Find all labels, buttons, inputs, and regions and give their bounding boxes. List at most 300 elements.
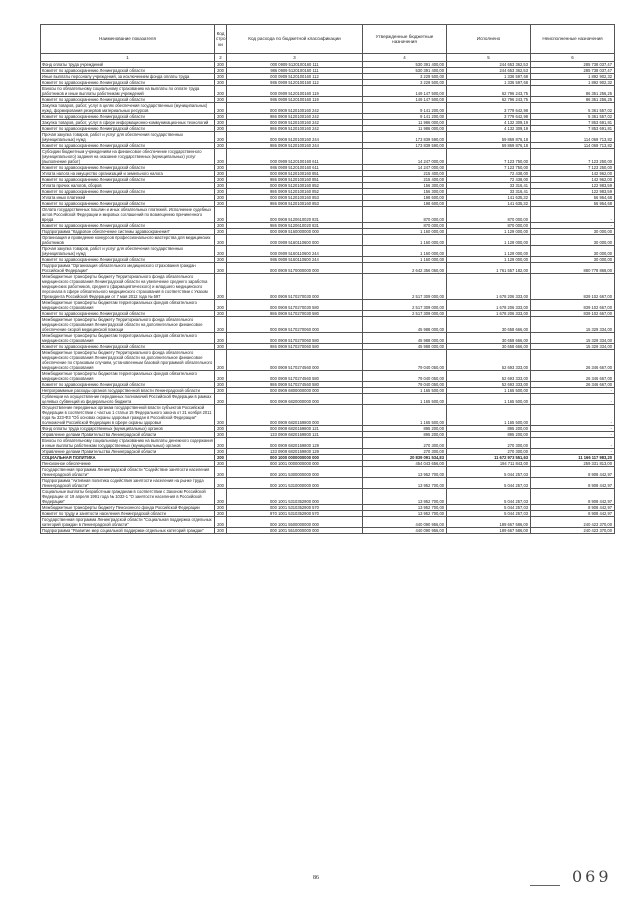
row-classification: 970 1001 5310352900 570 — [227, 511, 363, 517]
row-classification: 986 0909 5120100160 242 — [227, 126, 363, 132]
row-name: Межбюджетные трансферты бюджетам территориальных фондов обязательного медицинского страхования — [41, 333, 215, 344]
row-executed: 244 653 362,53 — [447, 68, 531, 74]
table-row — [41, 235, 615, 246]
row-unexecuted: 880 778 868,00 — [531, 263, 615, 274]
row-code: 200 — [215, 333, 227, 344]
row-unexecuted: 7 853 691,81 — [531, 120, 615, 126]
row-code: 200 — [215, 344, 227, 350]
row-classification: 986 0909 5170270060 580 — [227, 344, 363, 350]
row-approved: 45 988 000,00 — [363, 317, 447, 333]
row-code: 200 — [215, 511, 227, 517]
row-name: Комитет по труду и занятости населения Ленинградской области — [41, 511, 215, 517]
row-classification: 000 0909 5120100160 851 — [227, 171, 363, 177]
row-classification: 000 1001 5300000000 000 — [227, 467, 363, 478]
row-approved: 9 141 200,00 — [363, 114, 447, 120]
row-code: 200 — [215, 432, 227, 438]
table-row — [41, 371, 615, 382]
row-code: 200 — [215, 405, 227, 426]
row-unexecuted: - — [531, 388, 615, 394]
row-approved: 270 300,00 — [363, 449, 447, 455]
row-code: 200 — [215, 103, 227, 114]
table-row — [41, 489, 615, 505]
row-name: Комитет по здравоохранению Ленинградской области — [41, 223, 215, 229]
row-classification: 000 0909 5120100160 119 — [227, 86, 363, 97]
table-row — [41, 350, 615, 371]
row-executed: 194 711 843,00 — [447, 461, 531, 467]
row-approved: 1 165 500,00 — [363, 394, 447, 405]
row-executed: 5 044 257,03 — [447, 505, 531, 511]
row-code: 200 — [215, 438, 227, 449]
row-approved: 530 391 400,00 — [363, 68, 447, 74]
row-unexecuted: - — [531, 449, 615, 455]
row-approved: 11 986 000,00 — [363, 126, 447, 132]
row-classification: 000 0909 5120100160 112 — [227, 74, 363, 80]
row-name: Подпрограмма "Кадровое обеспечение системы здравоохранения" — [41, 229, 215, 235]
row-unexecuted: 285 738 037,47 — [531, 68, 615, 74]
row-classification: 000 0909 6820000000 000 — [227, 394, 363, 405]
row-executed: 62 796 243,75 — [447, 97, 531, 103]
row-classification: 986 0909 5120610020 831 — [227, 223, 363, 229]
row-name: Межбюджетные трансферты бюджету Пенсионного фонда Российской Федерации — [41, 505, 215, 511]
row-name: Государственная программа Ленинградской области "Социальная поддержка отдельных категорий граждан в Ленинградской области" — [41, 517, 215, 528]
row-unexecuted: 26 346 667,00 — [531, 371, 615, 382]
column-number-row — [41, 54, 615, 62]
row-name: Фонд оплаты труда государственных (муниципальных) органов — [41, 426, 215, 432]
row-name: Управление делами Правительства Ленинградской области — [41, 449, 215, 455]
column-number: 3 — [227, 54, 363, 62]
row-approved: 2 517 309 000,00 — [363, 274, 447, 300]
row-code: 200 — [215, 263, 227, 274]
row-approved: 895 200,00 — [363, 432, 447, 438]
row-approved: 870 000,00 — [363, 223, 447, 229]
row-unexecuted: 122 983,59 — [531, 189, 615, 195]
row-unexecuted: 56 964,68 — [531, 201, 615, 207]
row-code: 200 — [215, 177, 227, 183]
row-classification: 000 1001 5510000000 000 — [227, 528, 363, 534]
row-executed: 5 044 257,03 — [447, 511, 531, 517]
row-executed: 5 044 257,03 — [447, 467, 531, 478]
row-classification: 000 0909 5120100160 852 — [227, 183, 363, 189]
row-approved: 45 988 000,00 — [363, 344, 447, 350]
row-executed: 141 635,32 — [447, 195, 531, 201]
row-executed: 1 761 557 182,00 — [447, 263, 531, 274]
table-row — [41, 333, 615, 344]
row-approved: 1 160 000,00 — [363, 229, 447, 235]
row-executed: 59 869 876,18 — [447, 132, 531, 143]
row-executed: 52 693 333,00 — [447, 350, 531, 371]
row-classification: 000 0909 6820159800 121 — [227, 426, 363, 432]
row-code: 200 — [215, 80, 227, 86]
row-executed: 3 779 642,98 — [447, 114, 531, 120]
row-unexecuted: 7 123 250,00 — [531, 165, 615, 171]
row-executed: 1 129 000,00 — [447, 235, 531, 246]
row-name: Уплата иных платежей — [41, 195, 215, 201]
row-classification: 986 0909 5120100160 851 — [227, 177, 363, 183]
row-executed: 72 438,00 — [447, 177, 531, 183]
row-approved: 79 040 050,00 — [363, 350, 447, 371]
row-executed: 7 123 750,00 — [447, 149, 531, 165]
table-header-row — [41, 25, 615, 54]
row-approved: 215 400,00 — [363, 171, 447, 177]
row-executed: 5 044 257,03 — [447, 478, 531, 489]
table-row — [41, 149, 615, 165]
row-unexecuted: - — [531, 223, 615, 229]
row-classification: 000 0909 5120100160 242 — [227, 120, 363, 126]
row-approved: 149 147 500,00 — [363, 86, 447, 97]
row-unexecuted: 285 738 037,47 — [531, 62, 615, 68]
row-executed: 1 336 597,68 — [447, 80, 531, 86]
row-classification: 000 0909 6800000000 000 — [227, 388, 363, 394]
row-classification: 000 0909 5170274560 580 — [227, 371, 363, 382]
stamp-underline — [530, 885, 560, 886]
row-classification: 986 0909 5170270030 580 — [227, 311, 363, 317]
row-code: 200 — [215, 478, 227, 489]
row-name: Межбюджетные трансферты бюджету Территориального фонда обязательного медицинского страхования Ленинградской области на дополнительное финансовое обеспечение скорой медицинской помощи — [41, 317, 215, 333]
row-name: Комитет по здравоохранению Ленинградской области — [41, 177, 215, 183]
row-code: 200 — [215, 207, 227, 223]
row-unexecuted: 86 351 256,25 — [531, 86, 615, 97]
row-executed: 244 653 362,53 — [447, 62, 531, 68]
row-code: 200 — [215, 394, 227, 405]
row-name: Уплата прочих налогов, сборов — [41, 183, 215, 189]
row-name: Комитет по здравоохранению Ленинградской области — [41, 114, 215, 120]
table-row — [41, 103, 615, 114]
row-executed: 1 129 000,00 — [447, 257, 531, 263]
row-name: Социальные выплаты безработным гражданам в соответствии с Законом Российской Федерации от 19 апреля 1991 года № 1032-1 "О занятости населения в Российской Федерации" — [41, 489, 215, 505]
budget-report-sheet — [40, 24, 614, 534]
row-unexecuted: 122 983,59 — [531, 183, 615, 189]
row-executed: 1 165 500,00 — [447, 388, 531, 394]
row-approved: 13 952 700,00 — [363, 478, 447, 489]
row-executed: 1 678 206 333,00 — [447, 311, 531, 317]
row-unexecuted: 1 892 902,32 — [531, 74, 615, 80]
row-code: 200 — [215, 183, 227, 189]
row-code: 200 — [215, 120, 227, 126]
row-classification: 000 1001 5310352900 570 — [227, 505, 363, 511]
row-executed: 1 165 500,00 — [447, 405, 531, 426]
row-code: 200 — [215, 126, 227, 132]
row-executed: 30 658 666,00 — [447, 333, 531, 344]
row-name: Взносы по обязательному социальному страхованию на выплаты денежного содержания и иные выплаты работникам государственных (муниципальных) органов — [42, 438, 213, 448]
row-approved: 2 517 309 000,00 — [363, 311, 447, 317]
row-code: 200 — [215, 171, 227, 177]
row-executed: 52 693 333,00 — [447, 382, 531, 388]
row-classification: 000 1001 0000000000 000 — [227, 461, 363, 467]
row-unexecuted: 5 361 557,02 — [531, 114, 615, 120]
row-code: 200 — [215, 517, 227, 528]
row-name: Прочая закупка товаров, работ и услуг для обеспечения государственных (муниципальных) нужд — [41, 132, 215, 143]
row-name: Осуществление переданных органам государственной власти субъектов Российской Федерации в соответствии с частью 1 статьи 15 Федерального закона от 21 ноября 2011 года № 323-ФЗ "Об основах охраны здоровья граждан в Российской Федерации" полномочий Российской Федерации в сфере охраны здоровья — [41, 405, 215, 426]
row-classification: 000 1000 0000000000 000 — [227, 455, 363, 461]
row-name: Комитет по здравоохранению Ленинградской области — [41, 143, 215, 149]
row-unexecuted: - — [531, 438, 615, 449]
row-executed: 895 200,00 — [447, 432, 531, 438]
row-classification: 986 0909 5120100160 852 — [227, 189, 363, 195]
row-unexecuted: - — [531, 432, 615, 438]
row-name: Межбюджетные трансферты бюджету Территориального фонда обязательного медицинского страхования Ленинградской области на дополнительное финансовое обеспечение по страховым случаям, установленным базовой программой обязательного медицинского страхования — [41, 350, 215, 371]
row-unexecuted: 26 346 667,00 — [531, 350, 615, 371]
row-unexecuted: 7 853 691,81 — [531, 126, 615, 132]
row-classification: 000 0909 5170270060 000 — [227, 317, 363, 333]
row-code: 200 — [215, 426, 227, 432]
row-unexecuted: 114 069 713,82 — [531, 132, 615, 143]
row-executed: 270 300,00 — [447, 449, 531, 455]
row-unexecuted: 839 102 667,00 — [531, 311, 615, 317]
row-code: 200 — [215, 528, 227, 534]
table-body — [41, 62, 615, 534]
row-executed: 1 165 500,00 — [447, 394, 531, 405]
row-classification: 000 0909 5120610020 831 — [227, 207, 363, 223]
row-approved: 14 247 000,00 — [363, 165, 447, 171]
row-classification: 000 0909 5170000000 000 — [227, 263, 363, 274]
row-approved: 215 400,00 — [363, 177, 447, 183]
row-classification: 000 1001 5310352900 000 — [227, 489, 363, 505]
table-row — [41, 207, 615, 223]
row-unexecuted: 142 962,00 — [531, 171, 615, 177]
row-unexecuted: 8 908 442,97 — [531, 489, 615, 505]
row-approved: 45 988 000,00 — [363, 333, 447, 344]
stamp-number: 069 — [572, 867, 612, 886]
row-name: Комитет по здравоохранению Ленинградской области — [41, 97, 215, 103]
row-unexecuted: 8 908 442,97 — [531, 467, 615, 478]
row-name: Управление делами Правительства Ленинградской области — [41, 432, 215, 438]
row-unexecuted: 240 423 370,00 — [531, 528, 615, 534]
row-approved: 13 952 700,00 — [363, 467, 447, 478]
row-classification: 000 0909 6820159800 129 — [227, 438, 363, 449]
row-name: Закупка товаров, работ, услуг в сфере информационно-коммуникационных технологий — [41, 120, 215, 126]
budget-execution-table — [40, 24, 615, 534]
row-code: 200 — [215, 195, 227, 201]
row-name: Комитет по здравоохранению Ленинградской области — [41, 68, 215, 74]
row-name: Комитет по здравоохранению Ленинградской области — [41, 80, 215, 86]
row-unexecuted: - — [531, 426, 615, 432]
column-number: 4 — [363, 54, 447, 62]
row-code: 200 — [215, 68, 227, 74]
table-row — [41, 438, 615, 449]
row-code: 200 — [215, 382, 227, 388]
row-unexecuted: 8 908 442,97 — [531, 505, 615, 511]
row-executed: 52 693 333,00 — [447, 371, 531, 382]
row-unexecuted: 30 000,00 — [531, 229, 615, 235]
row-classification: 986 0909 5120100160 111 — [227, 68, 363, 74]
row-code: 200 — [215, 300, 227, 311]
table-row — [41, 405, 615, 426]
row-code: 200 — [215, 257, 227, 263]
row-name: Межбюджетные трансферты бюджету Территориального фонда обязательного медицинского страхования Ленинградской области на увеличение среднего заработка медицинских работников, среднего (фармацевтического) и младшего медицинского персонала в сфере обязательного медицинского страхования в соответствии с Указом Президента Российской Федерации от 7 мая 2012 года № 597 — [41, 274, 215, 300]
row-classification: 986 0909 5120100160 242 — [227, 114, 363, 120]
row-approved: 440 090 956,00 — [363, 517, 447, 528]
table-row — [41, 394, 615, 405]
row-classification: 133 0909 6820159800 121 — [227, 432, 363, 438]
header-executed: Исполнено — [447, 25, 531, 54]
row-unexecuted: 839 102 667,00 — [531, 274, 615, 300]
row-unexecuted: 30 000,00 — [531, 246, 615, 257]
row-executed: 4 132 309,19 — [447, 126, 531, 132]
row-code: 200 — [215, 461, 227, 467]
row-executed: 141 635,32 — [447, 201, 531, 207]
row-unexecuted: 8 908 442,97 — [531, 511, 615, 517]
column-number: 5 — [447, 54, 531, 62]
row-classification: 000 1001 5310000000 000 — [227, 478, 363, 489]
row-approved: 530 391 400,00 — [363, 62, 447, 68]
row-code: 200 — [215, 86, 227, 97]
table-row — [41, 300, 615, 311]
table-row — [41, 517, 615, 528]
row-name: Комитет по здравоохранению Ленинградской области — [41, 126, 215, 132]
row-approved: 13 952 700,00 — [363, 505, 447, 511]
row-code: 200 — [215, 317, 227, 333]
row-code: 200 — [215, 201, 227, 207]
row-code: 200 — [215, 467, 227, 478]
table-row — [41, 478, 615, 489]
row-unexecuted: 1 892 902,32 — [531, 80, 615, 86]
row-unexecuted: - — [531, 394, 615, 405]
row-name: Комитет по здравоохранению Ленинградской области — [41, 189, 215, 195]
row-executed: 72 438,00 — [447, 171, 531, 177]
row-approved: 440 090 956,00 — [363, 528, 447, 534]
row-name: Оплата государственных пошлин и иных обязательных платежей. Исполнение судебных актов Российской Федерации и мировых соглашений по возмещению причиненного вреда — [41, 207, 215, 223]
row-code: 200 — [215, 311, 227, 317]
row-unexecuted: 56 964,68 — [531, 195, 615, 201]
row-code: 200 — [215, 235, 227, 246]
row-name: Субвенции на осуществление переданных полномочий Российской Федерации в рамках целевых субвенций из федерального бюджета — [41, 394, 215, 405]
table-row — [41, 274, 615, 300]
row-code: 200 — [215, 505, 227, 511]
row-unexecuted: 30 000,00 — [531, 257, 615, 263]
row-approved: 14 247 000,00 — [363, 149, 447, 165]
row-unexecuted: 15 329 334,00 — [531, 317, 615, 333]
row-executed: 870 000,00 — [447, 223, 531, 229]
row-classification: 000 0909 5170270030 580 — [227, 300, 363, 311]
header-name: Наименование показателя — [41, 25, 215, 54]
row-executed: 59 869 876,18 — [447, 143, 531, 149]
table-row — [41, 317, 615, 333]
row-name: СОЦИАЛЬНАЯ ПОЛИТИКА — [41, 455, 215, 461]
row-code: 200 — [215, 189, 227, 195]
row-approved: 79 040 050,00 — [363, 371, 447, 382]
row-classification: 986 0909 5120100160 244 — [227, 143, 363, 149]
row-code: 200 — [215, 165, 227, 171]
row-unexecuted: 26 346 667,00 — [531, 382, 615, 388]
row-code: 200 — [215, 62, 227, 68]
row-unexecuted: 11 166 117 983,20 — [531, 455, 615, 461]
row-unexecuted: 240 423 370,00 — [531, 517, 615, 528]
row-executed: 33 316,41 — [447, 183, 531, 189]
row-classification: 000 0909 5120100160 111 — [227, 62, 363, 68]
row-classification: 986 0909 5120100160 611 — [227, 165, 363, 171]
row-approved: 20 839 091 534,83 — [363, 455, 447, 461]
row-approved: 149 147 500,00 — [363, 97, 447, 103]
row-code: 200 — [215, 449, 227, 455]
row-executed: 189 667 586,00 — [447, 528, 531, 534]
table-row — [41, 86, 615, 97]
column-number: 1 — [41, 54, 215, 62]
row-unexecuted: 259 331 813,00 — [531, 461, 615, 467]
row-classification: 986 0909 5170274560 580 — [227, 382, 363, 388]
row-executed: 189 667 586,00 — [447, 517, 531, 528]
row-classification: 000 0909 5160110600 000 — [227, 235, 363, 246]
row-name: Комитет по здравоохранению Ленинградской области — [41, 257, 215, 263]
row-unexecuted: 8 908 442,97 — [531, 478, 615, 489]
row-executed: 62 796 243,75 — [447, 86, 531, 97]
row-unexecuted: 7 123 250,00 — [531, 149, 615, 165]
row-code: 200 — [215, 229, 227, 235]
row-classification: 000 0909 5120100160 242 — [227, 103, 363, 114]
row-name: Иные выплаты персоналу учреждений, за исключением фонда оплаты труда — [41, 74, 215, 80]
row-name: Комитет по здравоохранению Ленинградской области — [41, 201, 215, 207]
row-classification: 000 0909 5160110600 244 — [227, 246, 363, 257]
row-unexecuted: 15 329 334,00 — [531, 333, 615, 344]
row-approved: 156 300,00 — [363, 189, 447, 195]
row-executed: 5 044 257,03 — [447, 489, 531, 505]
row-classification: 986 0909 5120100160 119 — [227, 97, 363, 103]
header-classification: Код расхода по бюджетной классификации — [227, 25, 363, 54]
row-classification: 000 0909 5170274560 000 — [227, 350, 363, 371]
row-approved: 198 600,00 — [363, 195, 447, 201]
row-name: Организация и проведение конкурсов профессионального мастерства для медицинских работников — [41, 235, 215, 246]
row-classification: 000 0909 6820159800 000 — [227, 405, 363, 426]
row-code: 200 — [215, 388, 227, 394]
row-approved: 13 952 700,00 — [363, 489, 447, 505]
row-executed: 7 123 750,00 — [447, 165, 531, 171]
row-classification: 000 0909 5170270060 580 — [227, 333, 363, 344]
row-executed: 1 678 206 333,00 — [447, 300, 531, 311]
row-executed: 33 316,41 — [447, 189, 531, 195]
row-name: Комитет по здравоохранению Ленинградской области — [41, 382, 215, 388]
row-unexecuted: 142 962,00 — [531, 177, 615, 183]
page-number: 86 — [313, 875, 319, 881]
row-classification: 000 1001 5500000000 000 — [227, 517, 363, 528]
row-approved: 79 040 050,00 — [363, 382, 447, 388]
row-code: 200 — [215, 74, 227, 80]
row-executed: 1 129 000,00 — [447, 246, 531, 257]
row-code: 200 — [215, 371, 227, 382]
row-name: Подпрограмма "Активная политика содействия занятости населения на рынке труда Ленинградской области" — [41, 478, 215, 489]
table-row — [41, 246, 615, 257]
row-name: Подпрограмма "Развитие мер социальной поддержки отдельных категорий граждан" — [41, 528, 215, 534]
row-name: Субсидии бюджетным учреждениям на финансовое обеспечение государственного (муниципального) задания на оказание государственных (муниципальных) услуг (выполнение работ) — [41, 149, 215, 165]
row-unexecuted: 839 102 667,00 — [531, 300, 615, 311]
page-footer — [0, 867, 640, 895]
row-approved: 173 839 590,00 — [363, 143, 447, 149]
table-row — [41, 467, 615, 478]
row-name: Пенсионное обеспечение — [41, 461, 215, 467]
row-approved: 270 300,00 — [363, 438, 447, 449]
row-approved: 870 000,00 — [363, 207, 447, 223]
row-name: Прочая закупка товаров, работ и услуг для обеспечения государственных (муниципальных) нужд — [41, 246, 215, 257]
header-unexecuted: Неисполненные назначения — [531, 25, 615, 54]
row-classification: 133 0909 6820159800 129 — [227, 449, 363, 455]
row-name: Межбюджетные трансферты бюджетам территориальных фондов обязательного медицинского страхования — [41, 371, 215, 382]
row-name: Непрограммные расходы органов государственной власти Ленинградской области — [41, 388, 215, 394]
row-name: Комитет по здравоохранению Ленинградской области — [41, 165, 215, 171]
row-name: Уплата налога на имущество организаций и земельного налога — [41, 171, 215, 177]
row-executed: 870 000,00 — [447, 207, 531, 223]
row-approved: 1 160 000,00 — [363, 246, 447, 257]
row-classification: 000 0909 5170270030 000 — [227, 274, 363, 300]
row-classification: 000 0909 5120100160 244 — [227, 132, 363, 143]
row-code: 200 — [215, 223, 227, 229]
row-code: 200 — [215, 489, 227, 505]
row-code: 200 — [215, 132, 227, 143]
row-executed: 270 300,00 — [447, 438, 531, 449]
row-executed: 11 672 973 551,63 — [447, 455, 531, 461]
row-code: 200 — [215, 97, 227, 103]
row-classification: 986 0909 5160110600 244 — [227, 257, 363, 263]
table-row — [41, 263, 615, 274]
row-name: Межбюджетные трансферты бюджетам территориальных фондов обязательного медицинского страхования — [41, 300, 215, 311]
row-code: 200 — [215, 350, 227, 371]
